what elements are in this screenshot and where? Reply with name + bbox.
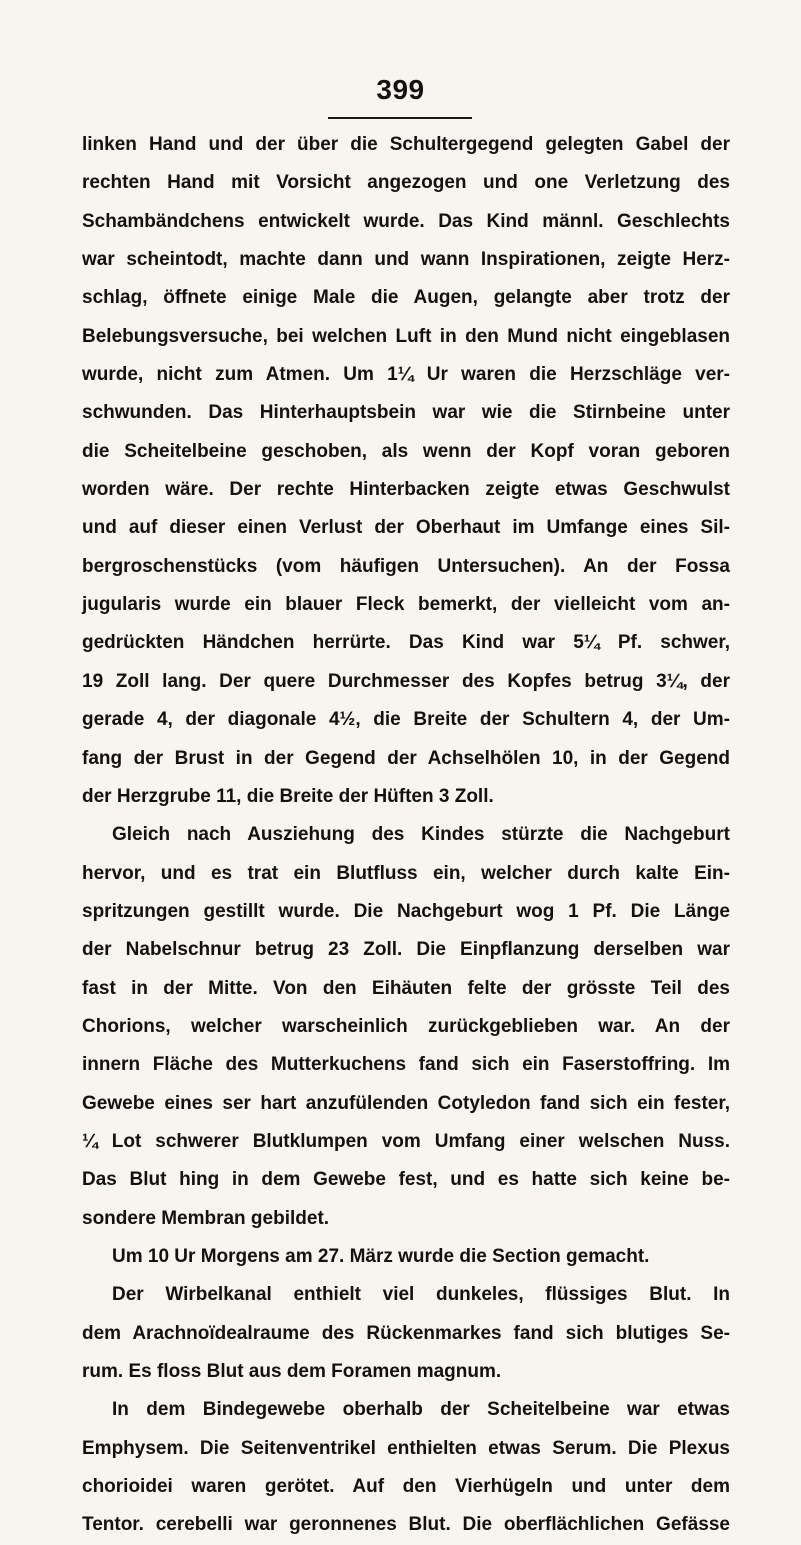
text-line: Chorions, welcher warscheinlich zurückgeblieben war. An der [82,1015,730,1037]
text-line: und auf dieser einen Verlust der Oberhaut im Umfange eines Sil- [82,517,730,539]
text-line: gedrückten Händchen herrürte. Das Kind war 5¼ Pf. schwer, [82,632,730,654]
text-line: jugularis wurde ein blauer Fleck bemerkt, der vielleicht vom an- [82,594,730,616]
text-line: Tentor. cerebelli war geronnenes Blut. Die oberflächlichen Gefässe [82,1514,730,1536]
text-line: Gewebe eines ser hart anzufülenden Cotyledon fand sich ein fester, [82,1092,730,1114]
text-line: die Scheitelbeine geschoben, als wenn der Kopf voran geboren [82,440,730,462]
text-line: Schambändchens entwickelt wurde. Das Kind männl. Geschlechts [82,210,730,232]
text-line: Das Blut hing in dem Gewebe fest, und es hatte sich keine be- [82,1169,730,1191]
text-line: chorioidei waren gerötet. Auf den Vierhügeln und unter dem [82,1476,730,1498]
text-line: dem Arachnoïdealraume des Rückenmarkes fand sich blutiges Se- [82,1322,730,1344]
paragraph-first-line: Der Wirbelkanal enthielt viel dunkeles, flüssiges Blut. In [112,1284,730,1306]
text-line: spritzungen gestillt wurde. Die Nachgeburt wog 1 Pf. Die Länge [82,900,730,922]
paragraph-first-line: In dem Bindegewebe oberhalb der Scheitelbeine war etwas [112,1399,730,1421]
text-line: rechten Hand mit Vorsicht angezogen und one Verletzung des [82,172,730,194]
text-line: hervor, und es trat ein Blutfluss ein, welcher durch kalte Ein- [82,862,730,884]
text-line: schwunden. Das Hinterhauptsbein war wie die Stirnbeine unter [82,402,730,424]
text-line: linken Hand und der über die Schultergegend gelegten Gabel der [82,134,730,155]
text-line: innern Fläche des Mutterkuchens fand sich ein Faserstoffring. Im [82,1054,730,1076]
text-line: Belebungsversuche, bei welchen Luft in den Mund nicht eingeblasen [82,325,730,347]
body-text [82,126,730,1545]
paragraph-last-line: rum. Es floss Blut aus dem Foramen magnum. [82,1361,502,1382]
text-line: wurde, nicht zum Atmen. Um 1¼ Ur waren die Herzschläge ver- [82,364,730,386]
paragraph-last-line: der Herzgrube 11, die Breite der Hüften 3 Zoll. [82,785,494,807]
paragraph-last-line: sondere Membran gebildet. [82,1207,330,1229]
text-line: war scheintodt, machte dann und wann Inspirationen, zeigte Herz- [82,249,730,271]
page-number-rule [328,117,472,119]
text-line: der Nabelschnur betrug 23 Zoll. Die Einpflanzung derselben war [82,939,730,961]
text-line: bergroschenstücks (vom häufigen Untersuchen). An der Fossa [82,555,730,577]
text-line: schlag, öffnete einige Male die Augen, gelangte aber trotz der [82,287,730,309]
text-line: gerade 4, der diagonale 4½, die Breite der Schultern 4, der Um- [82,709,730,731]
text-line: fang der Brust in der Gegend der Achselhölen 10, in der Gegend [82,747,730,769]
text-line: Emphysem. Die Seitenventrikel enthielten etwas Serum. Die Plexus [82,1437,730,1459]
text-line: fast in der Mitte. Von den Eihäuten felte der grösste Teil des [82,977,730,999]
paragraph-single-line: Um 10 Ur Morgens am 27. März wurde die Section gemacht. [112,1245,650,1267]
text-line: 19 Zoll lang. Der quere Durchmesser des Kopfes betrug 3¼, der [82,670,730,692]
text-line: ¼ Lot schwerer Blutklumpen vom Umfang einer welschen Nuss. [82,1130,730,1152]
text-line: worden wäre. Der rechte Hinterbacken zeigte etwas Geschwulst [82,479,730,501]
page-number: 399 [376,74,425,105]
paragraph-first-line: Gleich nach Ausziehung des Kindes stürzte die Nachgeburt [112,824,730,846]
